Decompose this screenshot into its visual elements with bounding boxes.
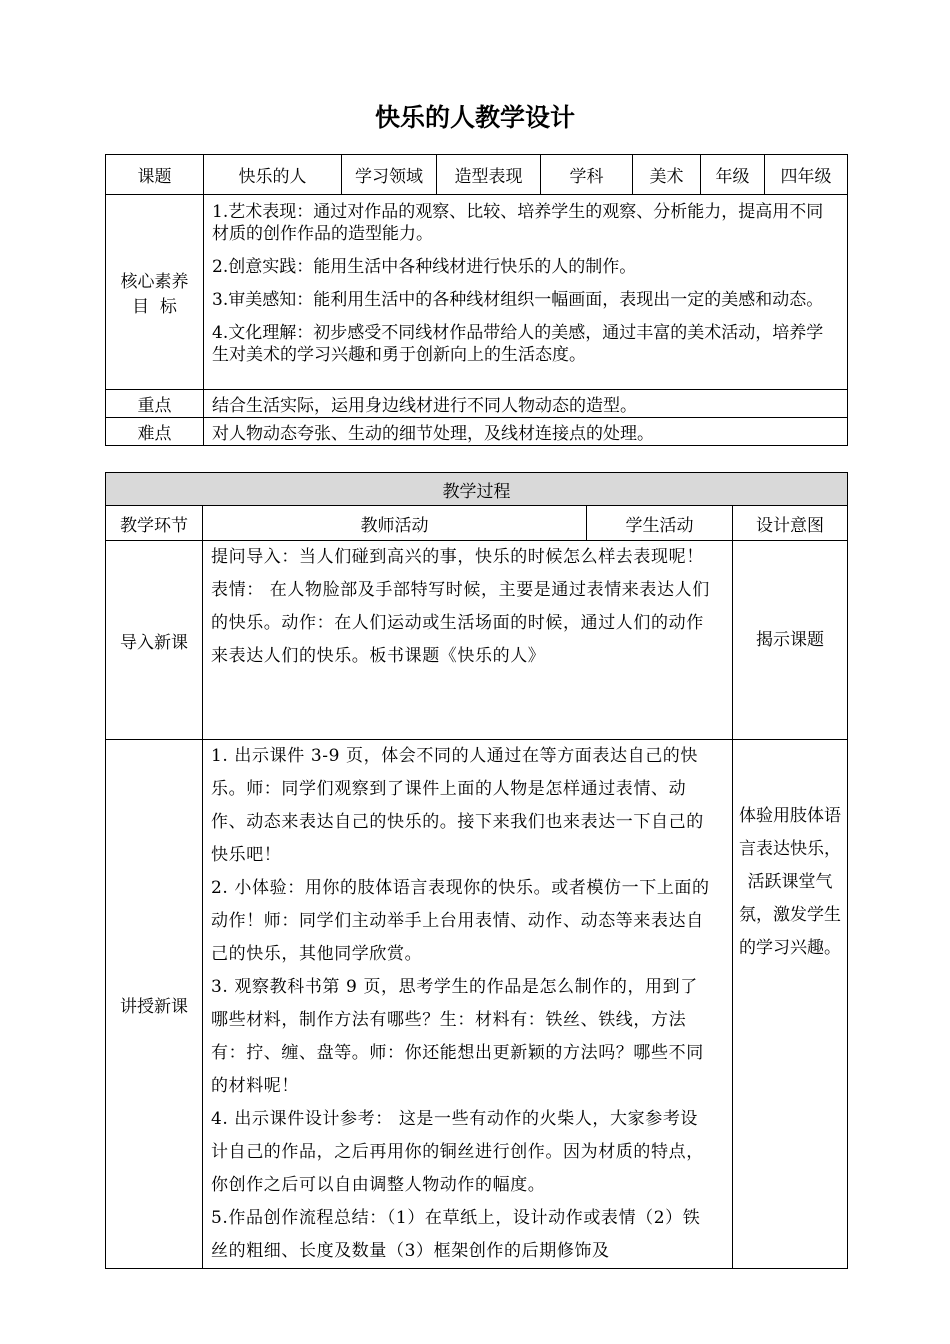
activity-paragraph: 4. 出示课件设计参考： 这是一些有动作的火柴人，大家参考设计自己的作品，之后再用你的铜丝进行创作。因为材质的特点，你创作之后可以自由调整人物动作的幅度。 [211, 1109, 704, 1195]
stage-cell: 讲授新课 [106, 740, 203, 1269]
goal-item: 1.艺术表现：通过对作品的观察、比较、培养学生的观察、分析能力，提高用不同材质的创作作品的造型能力。 [212, 202, 824, 244]
topic-value: 快乐的人 [204, 155, 342, 195]
key-value: 结合生活实际，运用身边线材进行不同人物动态的造型。 [204, 390, 848, 418]
activity-paragraph: 3. 观察教科书第 9 页，思考学生的作品是怎么制作的，用到了哪些材料，制作方法有哪些？生：材料有：铁丝、铁线，方法有：拧、缠、盘等。师：你还能想出更新颖的方法吗？哪些不同的材料呢！ [211, 977, 704, 1096]
stage-cell: 导入新课 [106, 541, 203, 740]
goals-label-line1: 核心素养 [120, 272, 189, 292]
subject-value: 美术 [633, 155, 701, 195]
difficulty-value: 对人物动态夸张、生动的细节处理，及线材连接点的处理。 [204, 418, 848, 446]
col-student-header: 学生活动 [587, 506, 733, 541]
field-label: 学习领域 [342, 155, 437, 195]
info-table [105, 154, 848, 446]
topic-label: 课题 [106, 155, 204, 195]
goals-label-line2: 目 标 [132, 297, 177, 317]
intent-cell: 揭示课题 [733, 541, 848, 740]
intent-cell: 体验用肢体语言表达快乐，活跃课堂气氛，激发学生的学习兴趣。 [733, 740, 848, 1269]
goals-label [106, 195, 204, 390]
goal-item: 4.文化理解：初步感受不同线材作品带给人的美感，通过丰富的美术活动，培养学生对美术的学习兴趣和勇于创新向上的生活态度。 [212, 323, 824, 365]
teacher-activity-cell [203, 541, 733, 740]
goal-item: 3.审美感知：能利用生活中的各种线材组织一幅画面，表现出一定的美感和动态。 [212, 290, 824, 310]
grade-label: 年级 [701, 155, 765, 195]
key-label: 重点 [106, 390, 204, 418]
difficulty-label: 难点 [106, 418, 204, 446]
grade-value: 四年级 [765, 155, 848, 195]
process-header: 教学过程 [106, 473, 848, 506]
activity-paragraph: 2. 小体验：用你的肢体语言表现你的快乐。或者模仿一下上面的动作！师：同学们主动举手上台用表情、动作、动态等来表达自己的快乐，其他同学欣赏。 [211, 878, 710, 964]
col-stage-header: 教学环节 [106, 506, 203, 541]
page-title: 快乐的人教学设计 [374, 103, 575, 132]
table-row [106, 541, 848, 740]
activity-paragraph: 5.作品创作流程总结：（1）在草纸上，设计动作或表情（2）铁丝的粗细、长度及数量（3）框架创作的后期修饰及 [211, 1208, 701, 1261]
goal-item: 2.创意实践：能用生活中各种线材进行快乐的人的制作。 [212, 257, 637, 277]
process-table [105, 472, 848, 1269]
activity-paragraph: 表情： 在人物脸部及手部特写时候，主要是通过表情来表达人们的快乐。动作：在人们运动或生活场面的时候，通过人们的动作来表达人们的快乐。板书课题《快乐的人》 [211, 580, 710, 666]
goals-cell [204, 195, 848, 390]
activity-paragraph: 提问导入：当人们碰到高兴的事，快乐的时候怎么样去表现呢！ [211, 547, 704, 567]
field-value: 造型表现 [437, 155, 541, 195]
activity-paragraph: 1. 出示课件 3-9 页，体会不同的人通过在等方面表达自己的快乐。师：同学们观察到了课件上面的人物是怎样通过表情、动作、动态来表达自己的快乐的。接下来我们也来表达一下自己的快乐吧！ [211, 746, 704, 865]
subject-label: 学科 [541, 155, 633, 195]
teacher-activity-cell [203, 740, 733, 1269]
col-teacher-header: 教师活动 [203, 506, 587, 541]
table-row [106, 740, 848, 1269]
col-intent-header: 设计意图 [733, 506, 848, 541]
